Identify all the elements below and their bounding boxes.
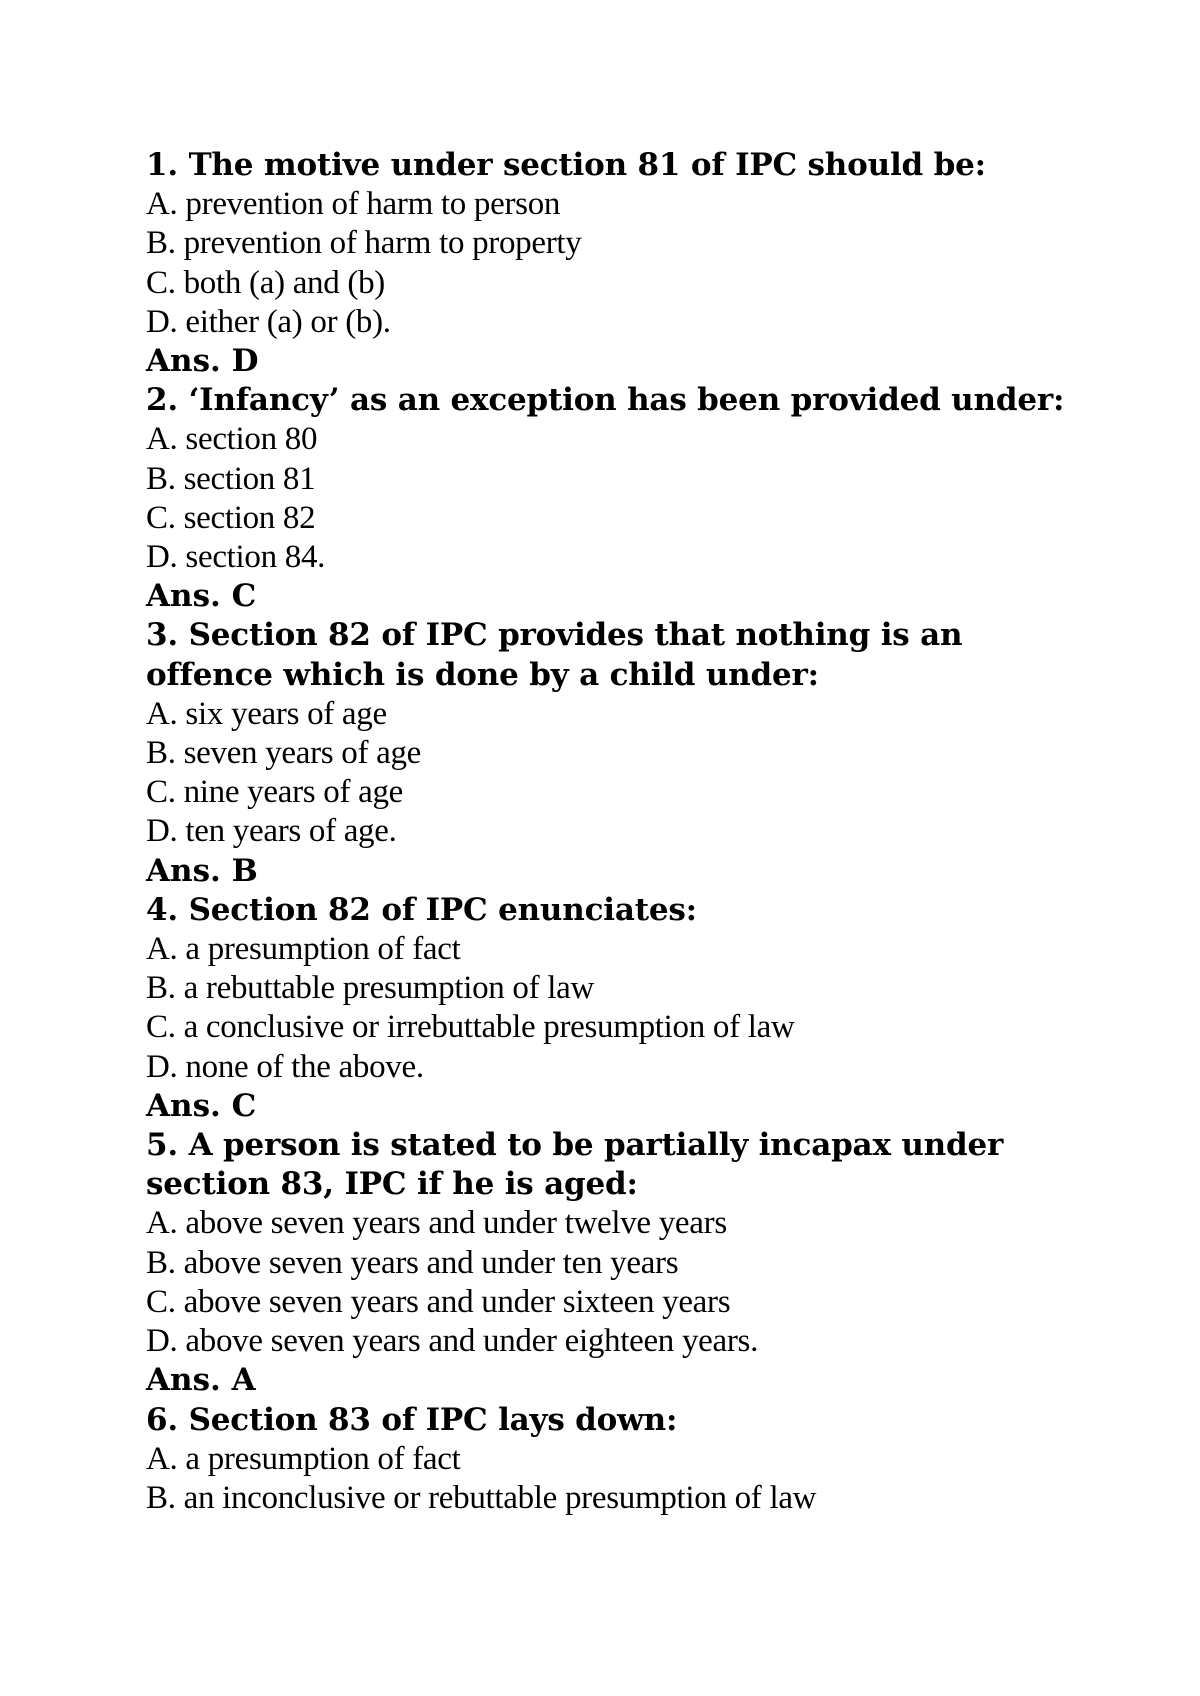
answer-key: Ans. A (146, 1362, 256, 1399)
answer-option: C. above seven years and under sixteen years (146, 1283, 731, 1320)
answer-key: Ans. C (146, 578, 257, 615)
answer-option: D. section 84. (146, 539, 326, 576)
answer-option: C. section 82 (146, 499, 316, 536)
question-stem: ‘Infancy’ as an exception has been provided under: (188, 382, 1065, 419)
answer-option: D. either (a) or (b). (146, 303, 391, 340)
question-stem: Section 83 of IPC lays down: (188, 1401, 678, 1438)
question-text (146, 146, 1066, 185)
question-number: 3. (146, 617, 178, 654)
answer-option: C. a conclusive or irrebuttable presumption of law (146, 1009, 795, 1046)
answer-option: D. ten years of age. (146, 813, 397, 850)
question-text (146, 616, 1066, 694)
answer-option: B. seven years of age (146, 735, 422, 772)
question-block (146, 381, 1066, 616)
question-text (146, 1401, 1066, 1440)
answer-option: A. a presumption of fact (146, 931, 461, 968)
question-block (146, 1126, 1066, 1400)
question-block (146, 616, 1066, 890)
question-stem: Section 82 of IPC provides that nothing is an offence which is done by a child under: (146, 617, 963, 693)
question-stem: The motive under section 81 of IPC should be: (188, 147, 986, 183)
answer-option: B. an inconclusive or rebuttable presumption of law (146, 1479, 817, 1516)
answer-option: A. section 80 (146, 421, 318, 458)
question-number: 5. (146, 1127, 178, 1164)
mcq-list (146, 146, 1066, 1518)
question-number: 6. (146, 1401, 178, 1438)
answer-option: B. section 81 (146, 460, 316, 497)
question-text (146, 891, 1066, 930)
answer-key: Ans. B (146, 852, 258, 889)
question-block (146, 891, 1066, 1126)
answer-option: B. prevention of harm to property (146, 225, 582, 262)
answer-option: A. prevention of harm to person (146, 186, 561, 223)
question-stem: A person is stated to be partially incapax under section 83, IPC if he is aged: (146, 1127, 1004, 1203)
question-number: 1. (146, 147, 178, 183)
answer-option: C. both (a) and (b) (146, 264, 385, 301)
answer-option: A. above seven years and under twelve years (146, 1205, 727, 1242)
answer-option: A. a presumption of fact (146, 1440, 461, 1477)
question-block (146, 146, 1066, 381)
question-text (146, 381, 1066, 420)
question-stem: Section 82 of IPC enunciates: (188, 891, 697, 928)
answer-option: D. above seven years and under eighteen years. (146, 1323, 759, 1360)
answer-key: Ans. D (146, 343, 259, 380)
answer-key: Ans. C (146, 1087, 257, 1124)
answer-option: D. none of the above. (146, 1048, 424, 1085)
question-number: 4. (146, 891, 178, 928)
question-number: 2. (146, 382, 178, 419)
question-block (146, 1401, 1066, 1519)
answer-option: B. a rebuttable presumption of law (146, 970, 595, 1007)
answer-option: C. nine years of age (146, 774, 403, 811)
answer-option: B. above seven years and under ten years (146, 1244, 679, 1281)
question-text (146, 1126, 1066, 1204)
answer-option: A. six years of age (146, 695, 387, 732)
